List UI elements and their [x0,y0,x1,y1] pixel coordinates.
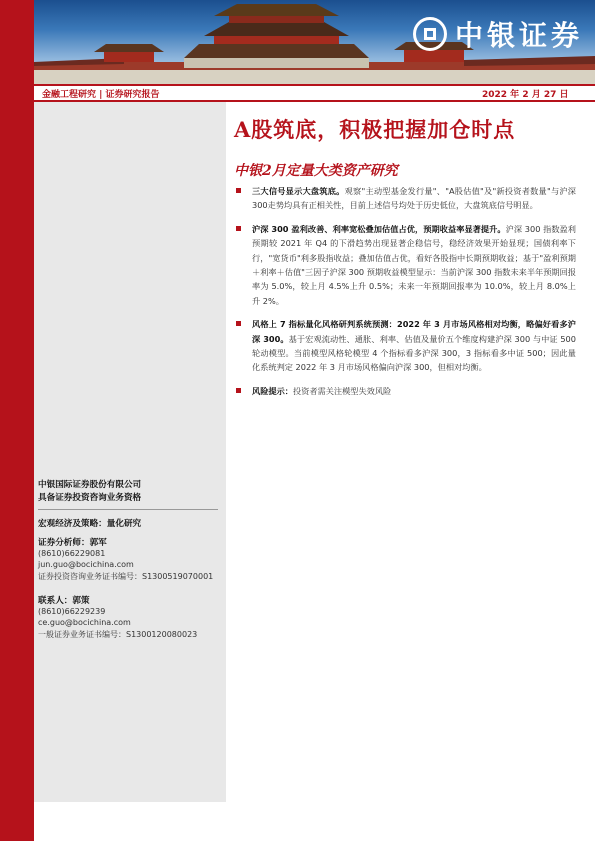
bullet-square-icon [236,188,241,193]
sidebar-divider [38,509,218,510]
key-point-lead: 沪深 300 盈利改善、利率宽松叠加估值占优，预期收益率显著提升。 [252,223,506,234]
key-point-lead: 三大信号显示大盘筑底。 [252,186,345,196]
key-point [236,222,576,308]
key-point-lead: 风险提示： [252,385,293,396]
analyst-role: 证券分析师：郭军 [38,538,107,548]
bullet-square-icon [236,388,241,393]
report-category: 金融工程研究 | 证券研究报告 [42,90,160,100]
header-banner [34,0,595,84]
key-point-text: 沪深 300 指数盈利预期较 2021 年 Q4 的下滑趋势出现显著企稳信号，稳经济效果开始显现；国债利率下行，"宽货币"利多股指收益；叠加估值占优，看好各股指中长期预期收益；基于"盈利预期＋利率＋估值"三因子沪深 300 预期收益模型显示：当前沪深 300 指数未来半年预期回报率为 5.0%，较上月 4.5%上升 0.5%；未来一年预期回报率为 10.0%，较上月 8.0%上升 2%。 [252,223,576,306]
key-point [236,384,576,398]
bullet-square-icon [236,226,241,231]
company-name: 中银国际证券股份有限公司 [38,480,142,490]
contact-phone: (8610)66229239 [38,607,106,616]
company-logo [413,14,583,54]
bullet-square-icon [236,321,241,326]
report-subtitle: 中银2月定量大类资产研究 [234,163,398,179]
key-point-text: 观察"主动型基金发行量"、"A股估值"及"新投资者数量"与沪深300走势均具有正相关性，目前上述信号均处于历史低位，大盘筑底信号明显。 [252,186,576,211]
report-date: 2022 年 2 月 27 日 [482,90,569,100]
contact-role: 联系人：郭策 [38,596,90,606]
header-divider-top [34,84,595,86]
key-point-text: 基于宏观流动性、通胀、利率、估值及量价五个维度构建沪深 300 与中证 500 轮动模型。当前模型风格轮模型 4 个指标看多沪深 300，3 指标看多中证 500；因此量化系统判定 2022 年 3 月市场风格偏向沪深 300，但相对均衡。 [252,333,576,373]
logo-text: 中银证券 [454,19,583,52]
analyst-cert: 证券投资咨询业务证书编号：S1300519070001 [38,572,214,581]
research-sector: 宏观经济及策略：量化研究 [38,519,142,529]
contact-email[interactable]: ce.guo@bocichina.com [38,618,131,627]
report-title: A股筑底，积极把握加仓时点 [234,117,516,142]
contact-cert: 一般证券业务证书编号：S1300120080023 [38,630,198,639]
key-point-lead: 风格上 7 指标量化风格研判系统预测：2022 年 3 月市场风格相对均衡，略偏好看多沪深 300。 [252,319,576,344]
analyst-phone: (8610)66229081 [38,549,106,558]
key-point [236,317,576,375]
left-accent-strip [0,0,34,841]
company-qualification: 具备证券投资咨询业务资格 [38,493,142,503]
key-point [236,184,576,213]
bank-logo-icon [413,17,447,51]
key-points [236,184,576,407]
analyst-email[interactable]: jun.guo@bocichina.com [38,560,134,569]
info-sidebar [34,102,226,802]
key-point-text: 投资者需关注模型失效风险 [292,385,392,396]
